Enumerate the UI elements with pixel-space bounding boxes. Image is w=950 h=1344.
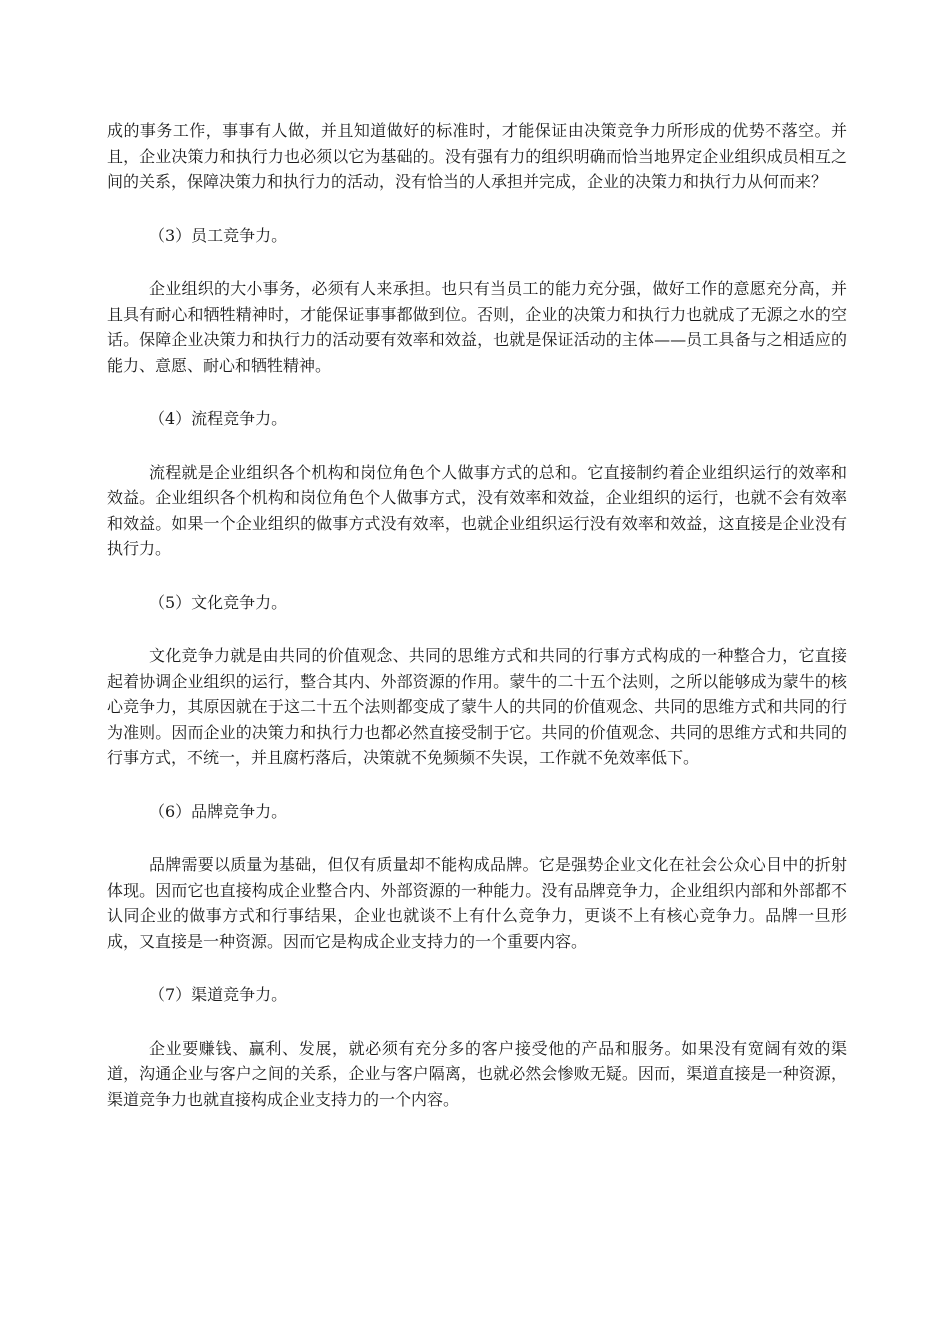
paragraph-organization-continued: 成的事务工作，事事有人做，并且知道做好的标准时，才能保证由决策竞争力所形成的优势不落空。并且，企业决策力和执行力也必须以它为基础的。没有强有力的组织明确而恰当地界定企业组织成员相互之间的关系，保障决策力和执行力的活动，没有恰当的人承担并完成，企业的决策力和执行力从何而来？ xyxy=(107,121,847,191)
paragraph-culture-competitiveness: 文化竞争力就是由共同的价值观念、共同的思维方式和共同的行事方式构成的一种整合力，它直接起着协调企业组织的运行，整合其内、外部资源的作用。蒙牛的二十五个法则，之所以能够成为蒙牛的核心竞争力，其原因就在于这二十五个法则都变成了蒙牛人的共同的价值观念、共同的思维方式和共同的行为准则。因而企业的决策力和执行力也都必然直接受制于它。共同的价值观念、共同的思维方式和共同的行事方式，不统一，并且腐朽落后，决策就不免频频不失误，工作就不免效率低下。 xyxy=(107,646,847,767)
paragraph-employee-competitiveness: 企业组织的大小事务，必须有人来承担。也只有当员工的能力充分强，做好工作的意愿充分高，并且具有耐心和牺牲精神时，才能保证事事都做到位。否则，企业的决策力和执行力也就成了无源之水的空话。保障企业决策力和执行力的活动要有效率和效益，也就是保证活动的主体——员工具备与之相适应的能力、意愿、耐心和牺牲精神。 xyxy=(107,279,847,375)
heading-process-competitiveness: （4）流程竞争力。 xyxy=(149,409,288,428)
paragraph-channel-competitiveness: 企业要赚钱、赢利、发展，就必须有充分多的客户接受他的产品和服务。如果没有宽阔有效的渠道，沟通企业与客户之间的关系，企业与客户隔离，也就必然会惨败无疑。因而，渠道直接是一种资源，渠道竞争力也就直接构成企业支持力的一个内容。 xyxy=(107,1038,847,1109)
paragraph-brand-competitiveness: 品牌需要以质量为基础，但仅有质量却不能构成品牌。它是强势企业文化在社会公众心目中的折射体现。因而它也直接构成企业整合内、外部资源的一种能力。没有品牌竞争力，企业组织内部和外部都不认同企业的做事方式和行事结果，企业也就谈不上有什么竞争力，更谈不上有核心竞争力。品牌一旦形成，又直接是一种资源。因而它是构成企业支持力的一个重要内容。 xyxy=(107,855,847,951)
heading-channel-competitiveness: （7）渠道竞争力。 xyxy=(149,985,288,1004)
heading-employee-competitiveness: （3）员工竞争力。 xyxy=(149,225,288,245)
document-page xyxy=(107,118,847,1112)
paragraph-process-competitiveness: 流程就是企业组织各个机构和岗位角色个人做事方式的总和。它直接制约着企业组织运行的效率和效益。企业组织各个机构和岗位角色个人做事方式，没有效率和效益，企业组织的运行，也就不会有效率和效益。如果一个企业组织的做事方式没有效率，也就企业组织运行没有效率和效益，这直接是企业没有执行力。 xyxy=(107,462,847,558)
heading-brand-competitiveness: （6）品牌竞争力。 xyxy=(149,801,288,821)
heading-culture-competitiveness: （5）文化竞争力。 xyxy=(149,592,288,612)
